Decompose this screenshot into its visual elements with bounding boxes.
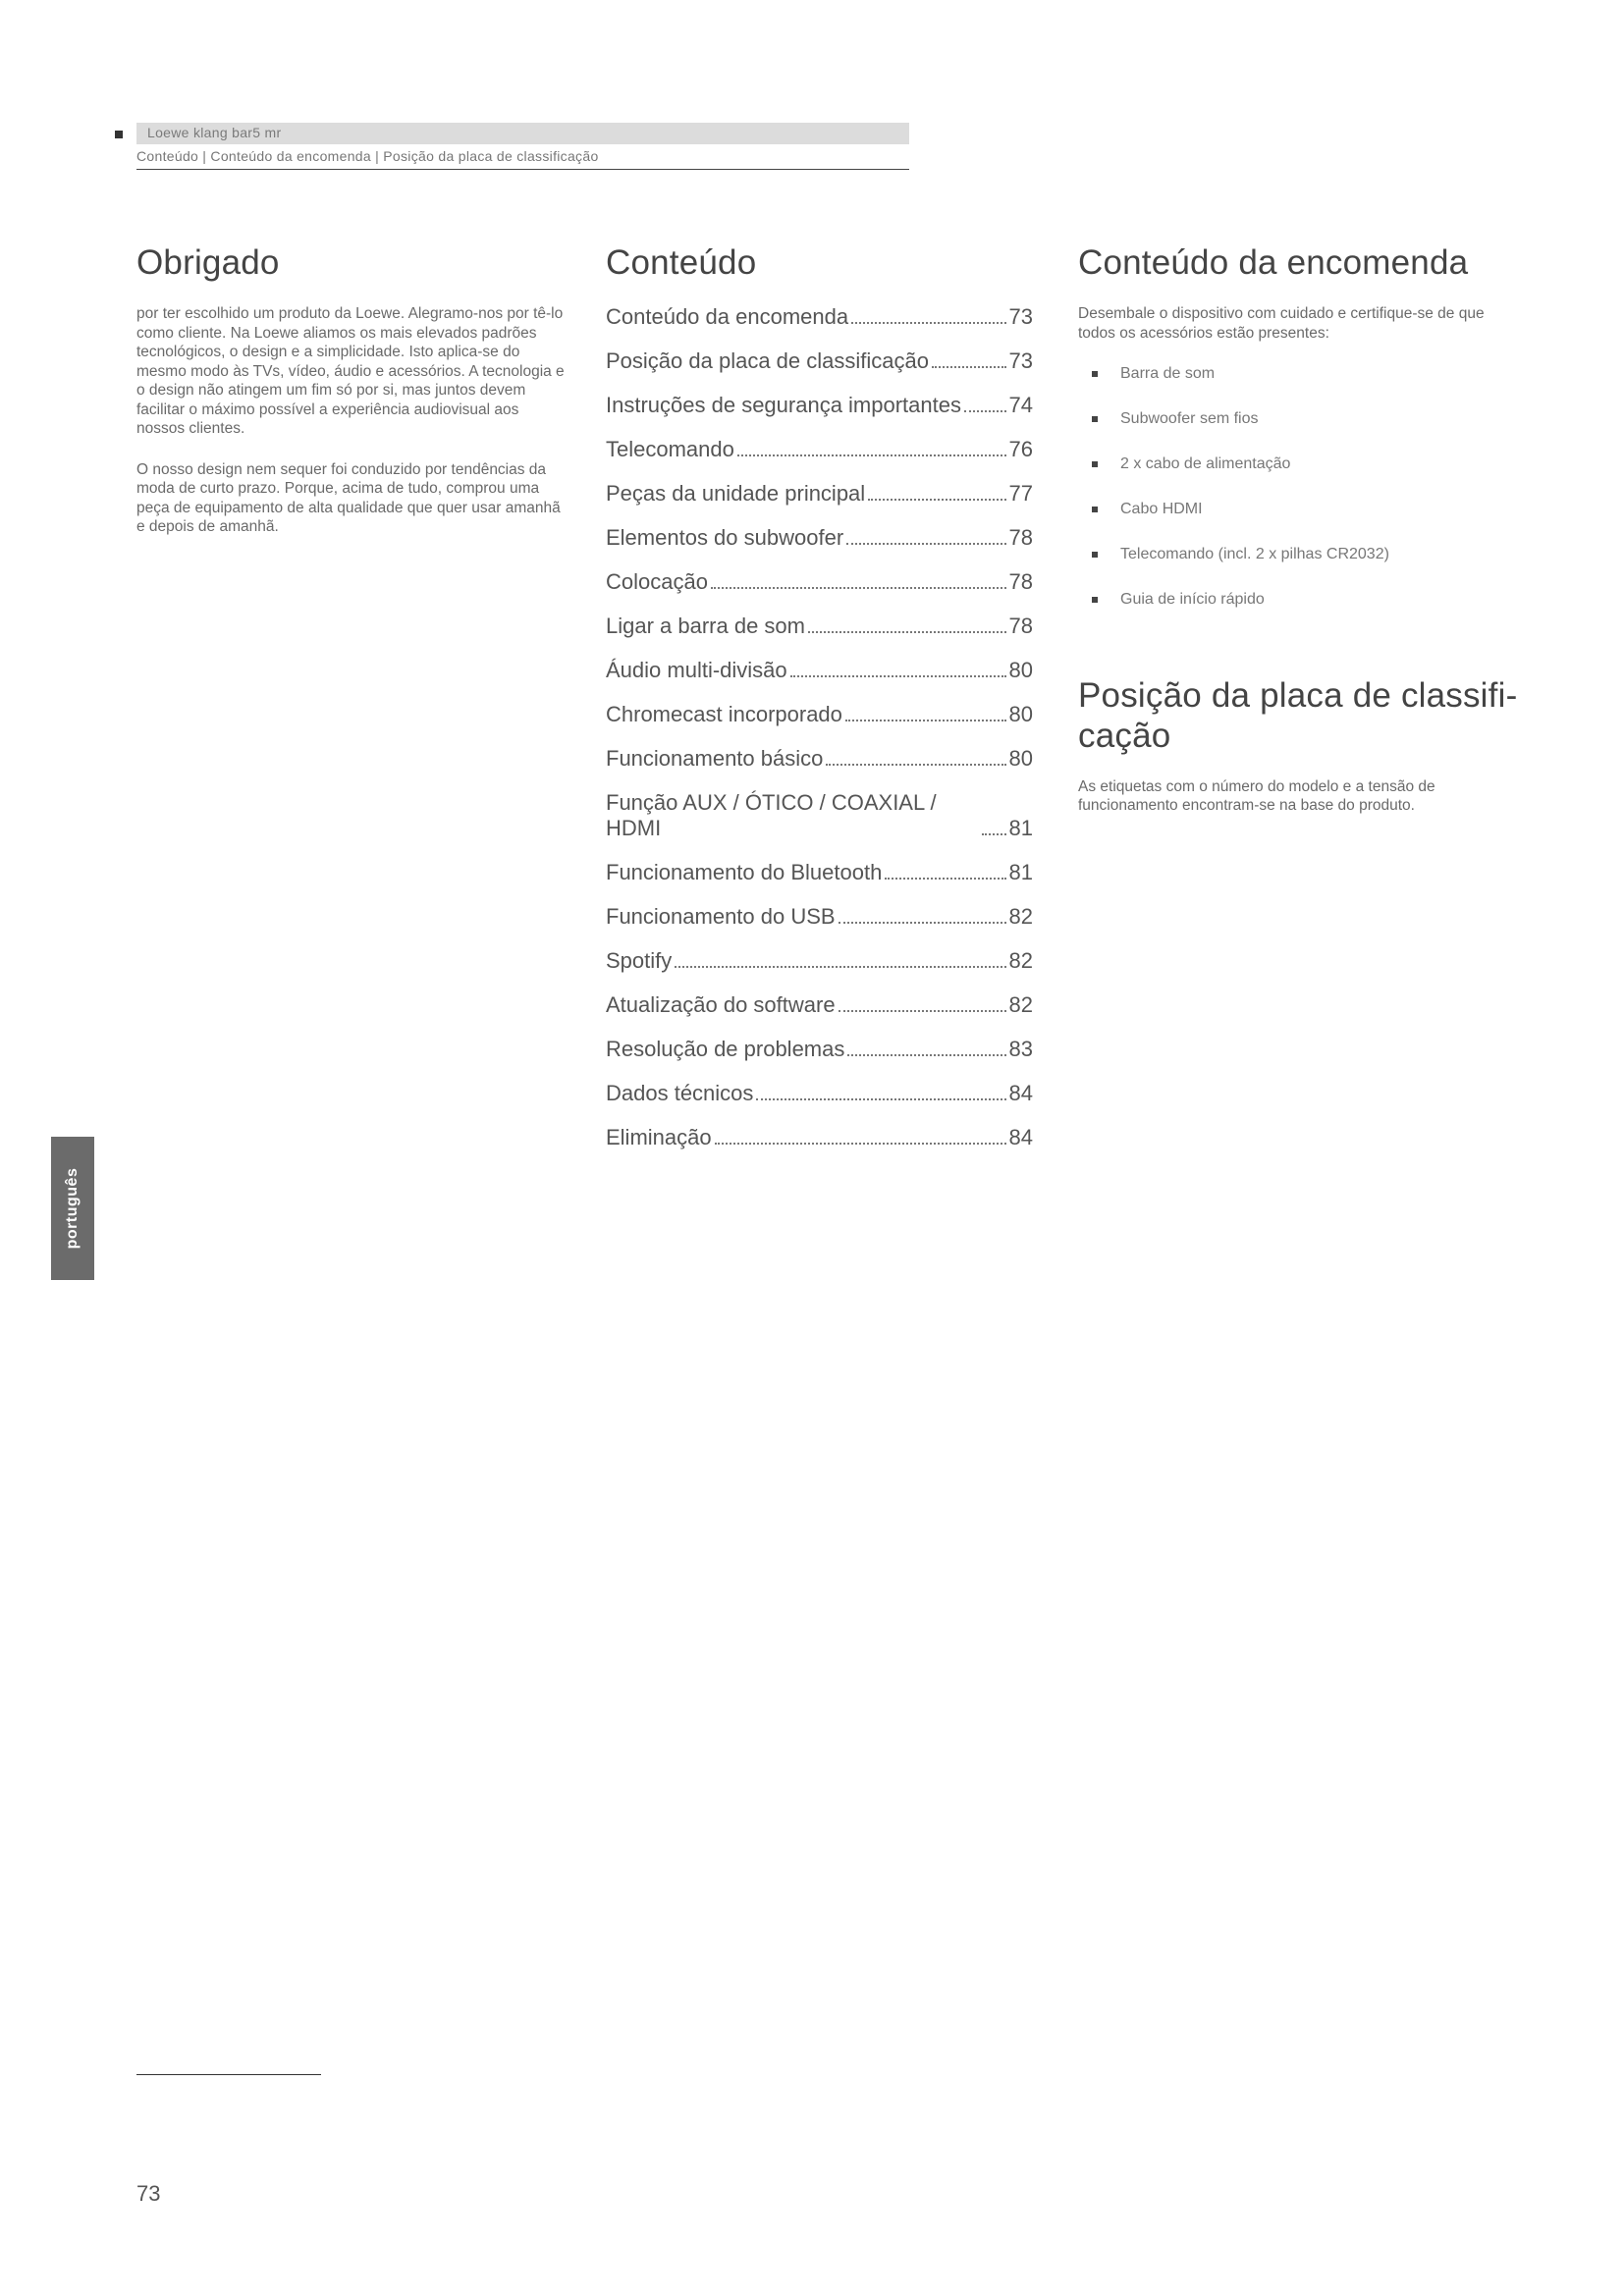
toc-leader-dots [847, 1054, 1005, 1056]
toc-leader-dots [846, 543, 1005, 545]
package-item-label: Cabo HDMI [1120, 501, 1203, 518]
page-number: 73 [136, 2181, 161, 2206]
toc-entry[interactable] [606, 790, 1033, 841]
toc-leader-dots [885, 878, 1005, 880]
package-item-label: 2 x cabo de alimentação [1120, 455, 1291, 473]
design-paragraph: O nosso design nem sequer foi conduzido por tendências da moda de curto prazo. Porque, acima de tudo, comprou uma peça de equipamento de alta qualidade que quer usar amanhã e depois de amanhã. [136, 460, 561, 536]
header-rule [136, 169, 909, 170]
header-bullet [115, 131, 123, 138]
package-item [1078, 364, 1520, 384]
toc-leader-dots [839, 1010, 1006, 1012]
toc-entry-page: 80 [1008, 658, 1033, 683]
bullet-square-icon [1092, 371, 1098, 377]
bullet-square-icon [1092, 507, 1098, 512]
toc-entry-page: 78 [1008, 569, 1033, 595]
toc-leader-dots [790, 675, 1006, 677]
toc-entry-page: 82 [1008, 992, 1033, 1018]
toc-entry-page: 76 [1008, 437, 1033, 462]
toc-leader-dots [715, 1143, 1006, 1145]
toc-leader-dots [964, 410, 1006, 412]
toc-entry[interactable] [606, 948, 1033, 974]
toc-leader-dots [868, 499, 1005, 501]
toc-entry-label: Instruções de segurança importantes [606, 393, 961, 418]
toc-column [606, 243, 1033, 1169]
toc-leader-dots [845, 720, 1006, 721]
bullet-square-icon [1092, 416, 1098, 422]
toc-leader-dots [982, 833, 1006, 835]
toc-leader-dots [808, 631, 1006, 633]
toc-entry-page: 78 [1008, 614, 1033, 639]
toc-entry-label: Elementos do subwoofer [606, 525, 844, 551]
toc-list [606, 304, 1033, 1150]
toc-entry-label: Conteúdo da encomenda [606, 304, 849, 330]
toc-entry-label: Áudio multi-divisão [606, 658, 787, 683]
toc-entry-label: Posição da placa de classificação [606, 348, 929, 374]
rating-plate-heading: Posição da placa de classifi- cação [1078, 676, 1518, 755]
toc-leader-dots [839, 922, 1006, 924]
toc-entry[interactable] [606, 746, 1033, 772]
toc-entry-label: Chromecast incorporado [606, 702, 842, 727]
toc-leader-dots [711, 587, 1006, 589]
toc-entry-page: 81 [1008, 816, 1033, 841]
toc-entry[interactable] [606, 992, 1033, 1018]
package-item [1078, 409, 1520, 429]
toc-entry[interactable] [606, 904, 1033, 930]
toc-leader-dots [675, 966, 1005, 968]
toc-entry[interactable] [606, 1037, 1033, 1062]
toc-leader-dots [932, 366, 1006, 368]
toc-leader-dots [756, 1098, 1005, 1100]
intro-paragraph: por ter escolhido um produto da Loewe. Alegramo-nos por tê-lo como cliente. Na Loewe aliamos os mais elevados padrões tecnológicos, o design e a simplicidade. Isto aplica-se do mesmo modo às TVs, vídeo, áudio e acessórios. A tecnologia e o design não atingem um fim só por si, mas juntos devem facilitar o máximo possível a experiência audiovisual aos nossos clientes. [136, 305, 565, 438]
toc-entry-label: Dados técnicos [606, 1081, 754, 1106]
toc-entry[interactable] [606, 1081, 1033, 1106]
toc-entry-label: Funcionamento básico [606, 746, 824, 772]
toc-entry-label: Ligar a barra de som [606, 614, 805, 639]
toc-entry[interactable] [606, 525, 1033, 551]
package-item-label: Subwoofer sem fios [1120, 410, 1259, 428]
toc-entry[interactable] [606, 437, 1033, 462]
toc-entry[interactable] [606, 1125, 1033, 1150]
toc-entry[interactable] [606, 860, 1033, 885]
toc-entry-page: 80 [1008, 702, 1033, 727]
breadcrumb: Conteúdo | Conteúdo da encomenda | Posição da placa de classificação [136, 148, 599, 164]
toc-entry[interactable] [606, 481, 1033, 507]
package-item-label: Barra de som [1120, 365, 1216, 383]
document-title: Loewe klang bar5 mr [147, 125, 282, 140]
package-item [1078, 590, 1520, 610]
rating-plate-text: As etiquetas com o número do modelo e a tensão de funcionamento encontram-se na base do produto. [1078, 777, 1435, 815]
language-tab-label: português [64, 1167, 81, 1250]
package-contents-heading: Conteúdo da encomenda [1078, 243, 1469, 282]
package-item [1078, 454, 1520, 474]
toc-entry-label: Telecomando [606, 437, 734, 462]
toc-entry[interactable] [606, 348, 1033, 374]
toc-entry-label: Funcionamento do USB [606, 904, 836, 930]
toc-entry[interactable] [606, 304, 1033, 330]
package-item [1078, 545, 1520, 564]
toc-entry-label: Resolução de problemas [606, 1037, 845, 1062]
toc-entry-label: Colocação [606, 569, 708, 595]
toc-entry-label: Peças da unidade principal [606, 481, 866, 507]
bullet-square-icon [1092, 552, 1098, 558]
toc-entry-page: 84 [1008, 1125, 1033, 1150]
toc-entry-page: 82 [1008, 904, 1033, 930]
package-item [1078, 500, 1520, 519]
footer-rule [136, 2074, 321, 2075]
toc-entry-page: 81 [1008, 860, 1033, 885]
package-item-label: Guia de início rápido [1120, 591, 1265, 609]
toc-entry-page: 82 [1008, 948, 1033, 974]
bullet-square-icon [1092, 597, 1098, 603]
toc-entry-page: 78 [1008, 525, 1033, 551]
toc-entry-page: 83 [1008, 1037, 1033, 1062]
toc-entry-label: Eliminação [606, 1125, 712, 1150]
toc-entry-label: Spotify [606, 948, 673, 974]
toc-entry-label: Funcionamento do Bluetooth [606, 860, 883, 885]
toc-entry-page: 77 [1008, 481, 1033, 507]
toc-entry-page: 73 [1008, 348, 1033, 374]
toc-entry[interactable] [606, 702, 1033, 727]
toc-leader-dots [826, 764, 1005, 766]
package-intro: Desembale o dispositivo com cuidado e certifique-se de que todos os acessórios estão presentes: [1078, 305, 1485, 342]
toc-heading: Conteúdo [606, 243, 757, 282]
toc-entry-page: 73 [1008, 304, 1033, 330]
package-list [1078, 364, 1520, 610]
package-item-label: Telecomando (incl. 2 x pilhas CR2032) [1120, 546, 1389, 563]
package-column [1078, 243, 1520, 837]
toc-entry[interactable] [606, 569, 1033, 595]
toc-entry[interactable] [606, 393, 1033, 418]
toc-entry-label: Atualização do software [606, 992, 836, 1018]
bullet-square-icon [1092, 461, 1098, 467]
toc-entry-page: 84 [1008, 1081, 1033, 1106]
toc-leader-dots [851, 322, 1005, 324]
toc-entry-page: 80 [1008, 746, 1033, 772]
toc-entry-page: 74 [1008, 393, 1033, 418]
toc-entry[interactable] [606, 658, 1033, 683]
toc-entry-label: Função AUX / ÓTICO / COAXIAL / HDMI [606, 790, 937, 841]
thank-you-heading: Obrigado [136, 243, 280, 282]
toc-entry[interactable] [606, 614, 1033, 639]
toc-leader-dots [737, 454, 1006, 456]
thank-you-column [136, 243, 568, 559]
